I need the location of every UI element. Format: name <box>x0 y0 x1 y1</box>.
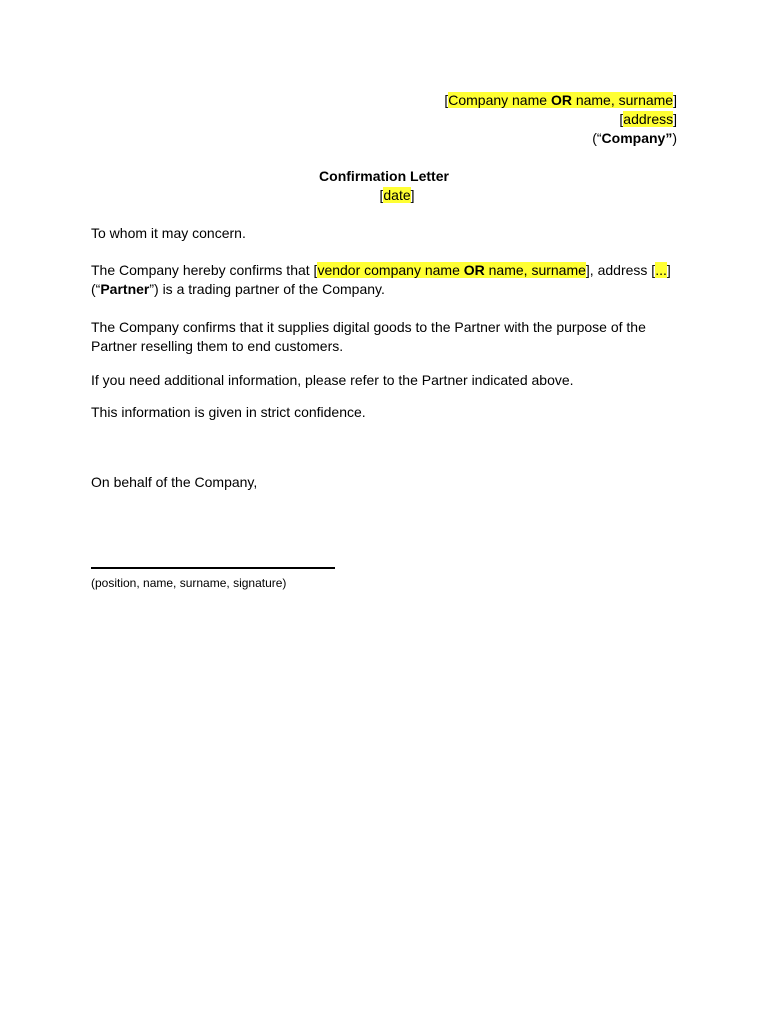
signature-caption: (position, name, surname, signature) <box>91 576 287 590</box>
confirm-text-address: ], address [ <box>585 262 656 278</box>
company-definition-line <box>444 129 677 148</box>
behalf-line: On behalf of the Company, <box>91 474 258 490</box>
company-name-text: Company name <box>448 92 551 108</box>
company-quote-close: ) <box>672 130 677 146</box>
additional-info-paragraph: If you need additional information, please refer to the Partner indicated above. <box>91 372 574 388</box>
sender-block <box>444 91 677 148</box>
address-bracket-open: [ <box>619 111 624 127</box>
vendor-surname-text: name, surname <box>484 262 586 278</box>
company-surname-text: name, surname <box>571 92 674 108</box>
vendor-name-text: vendor company name <box>317 262 464 278</box>
signature-line <box>91 567 335 569</box>
partner-quote-open: (“ <box>91 281 101 297</box>
address-placeholder: address <box>623 111 674 127</box>
company-bracket-open: [ <box>444 92 449 108</box>
address-bracket-close: ] <box>673 111 677 127</box>
vendor-name-placeholder <box>317 262 585 278</box>
company-bracket-close: ] <box>673 92 677 108</box>
letter-title-block <box>0 167 768 205</box>
partner-text-rest: ”) is a trading partner of the Company. <box>149 281 385 297</box>
company-name-placeholder <box>448 92 673 108</box>
letter-title: Confirmation Letter <box>319 168 449 184</box>
date-bracket-close: ] <box>410 187 415 203</box>
date-placeholder: date <box>383 187 411 203</box>
date-line <box>0 186 768 205</box>
address-line <box>444 110 677 129</box>
supplies-paragraph: The Company confirms that it supplies digital goods to the Partner with the purpose of the Partner reselling them to end customers. <box>91 319 646 354</box>
partner-defined-term: Partner <box>100 281 150 297</box>
greeting: To whom it may concern. <box>91 225 246 241</box>
company-name-line <box>444 91 677 110</box>
company-quote-open: (“ <box>592 130 602 146</box>
partner-confirmation-paragraph <box>91 261 681 299</box>
confidence-paragraph: This information is given in strict confidence. <box>91 404 366 420</box>
company-defined-term: Company” <box>601 130 673 146</box>
vendor-or-word: OR <box>463 262 485 278</box>
date-bracket-open: [ <box>379 187 384 203</box>
partner-address-placeholder: ... <box>655 262 667 278</box>
company-or-word: OR <box>550 92 572 108</box>
confirm-text-bracket-close: ] <box>666 262 671 278</box>
confirm-text-start: The Company hereby confirms that [ <box>91 262 318 278</box>
